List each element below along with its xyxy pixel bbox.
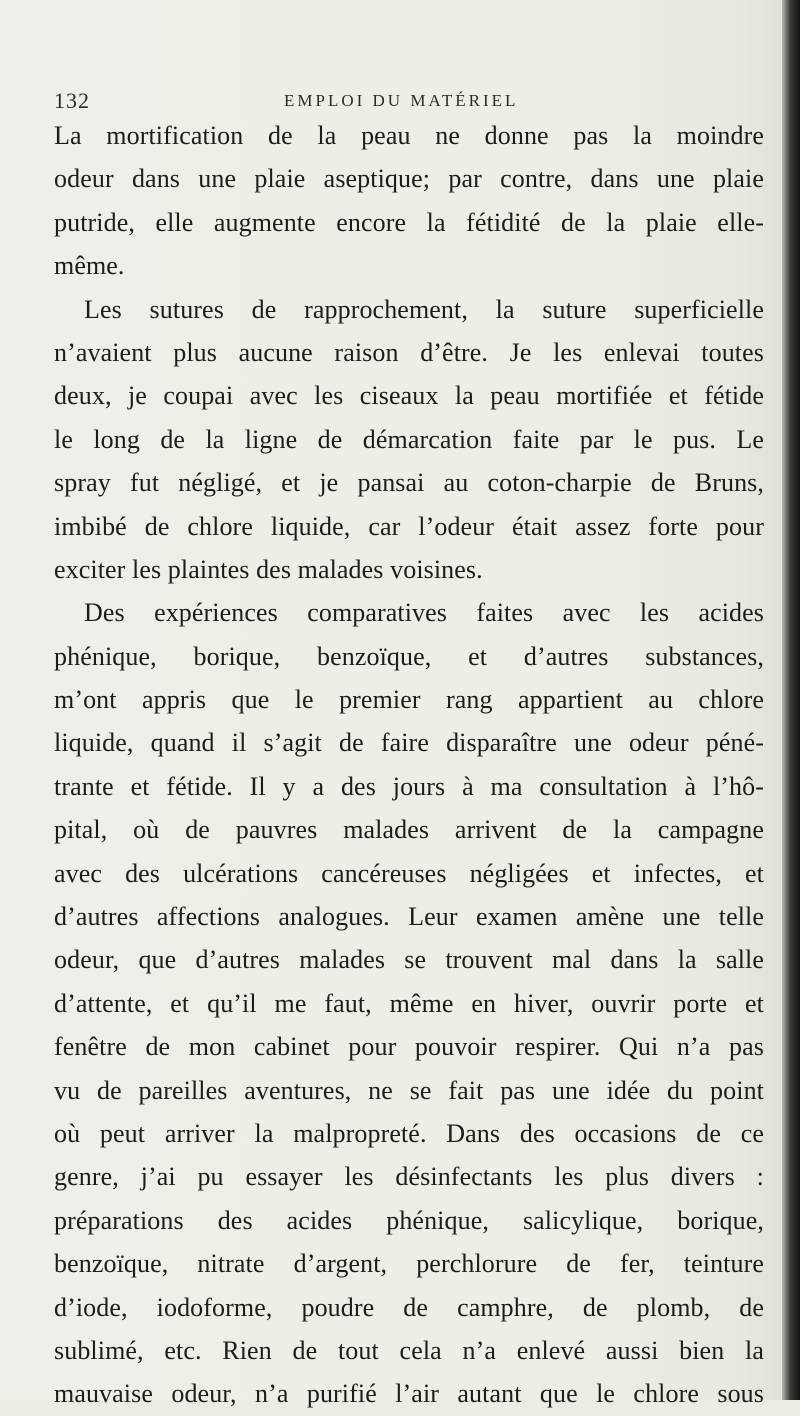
text-line: vu de pareilles aventures, ne se fait pas une idée du point [54, 1075, 764, 1105]
page-header [54, 88, 764, 114]
body-text [54, 114, 764, 1416]
text-line: même. [54, 251, 125, 281]
text-line: m’ont appris que le premier rang appartient au chlore [54, 685, 764, 715]
text-line: odeur dans une plaie aseptique; par contre, dans une plaie [54, 164, 764, 194]
text-line: benzoïque, nitrate d’argent, perchlorure de fer, teinture [54, 1249, 764, 1279]
text-line: préparations des acides phénique, salicylique, borique, [54, 1205, 764, 1235]
text-line: n’avaient plus aucune raison d’être. Je les enlevai toutes [54, 337, 764, 367]
text-line: d’autres affections analogues. Leur examen amène une telle [54, 902, 764, 932]
text-line: deux, je coupai avec les ciseaux la peau mortifiée et fétide [54, 381, 764, 411]
text-line: fenêtre de mon cabinet pour pouvoir respirer. Qui n’a pas [54, 1032, 764, 1062]
running-head: EMPLOI DU MATÉRIEL [284, 91, 519, 110]
text-line: d’iode, iodoforme, poudre de camphre, de plomb, de [54, 1292, 764, 1322]
text-line: Les sutures de rapprochement, la suture superficielle [84, 294, 764, 324]
text-line: où peut arriver la malpropreté. Dans des occasions de ce [54, 1118, 764, 1148]
text-line: d’attente, et qu’il me faut, même en hiver, ouvrir porte et [54, 988, 764, 1018]
text-line: exciter les plaintes des malades voisines. [54, 554, 483, 584]
text-line: genre, j’ai pu essayer les désinfectants les plus divers : [54, 1162, 764, 1192]
text-line: pital, où de pauvres malades arrivent de la campagne [54, 815, 764, 845]
text-line: le long de la ligne de démarcation faite par le pus. Le [54, 424, 764, 454]
text-line: Des expériences comparatives faites avec les acides [84, 598, 764, 628]
text-line: phénique, borique, benzoïque, et d’autres substances, [54, 641, 764, 671]
text-line: imbibé de chlore liquide, car l’odeur était assez forte pour [54, 511, 764, 541]
text-line: trante et fétide. Il y a des jours à ma consultation à l’hô- [54, 771, 764, 801]
text-line: putride, elle augmente encore la fétidité de la plaie elle- [54, 207, 764, 237]
text-line: spray fut négligé, et je pansai au coton-charpie de Bruns, [54, 468, 764, 498]
text-line: odeur, que d’autres malades se trouvent mal dans la salle [54, 945, 764, 975]
text-line: liquide, quand il s’agit de faire disparaître une odeur péné- [54, 728, 764, 758]
page-binding-edge [782, 0, 800, 1400]
text-line: mauvaise odeur, n’a purifié l’air autant que le chlore sous [54, 1379, 764, 1409]
text-line: La mortification de la peau ne donne pas la moindre [54, 121, 764, 150]
text-line: sublimé, etc. Rien de tout cela n’a enlevé aussi bien la [54, 1335, 764, 1365]
page-number: 132 [54, 88, 90, 113]
text-line: avec des ulcérations cancéreuses négligées et infectes, et [54, 858, 764, 888]
